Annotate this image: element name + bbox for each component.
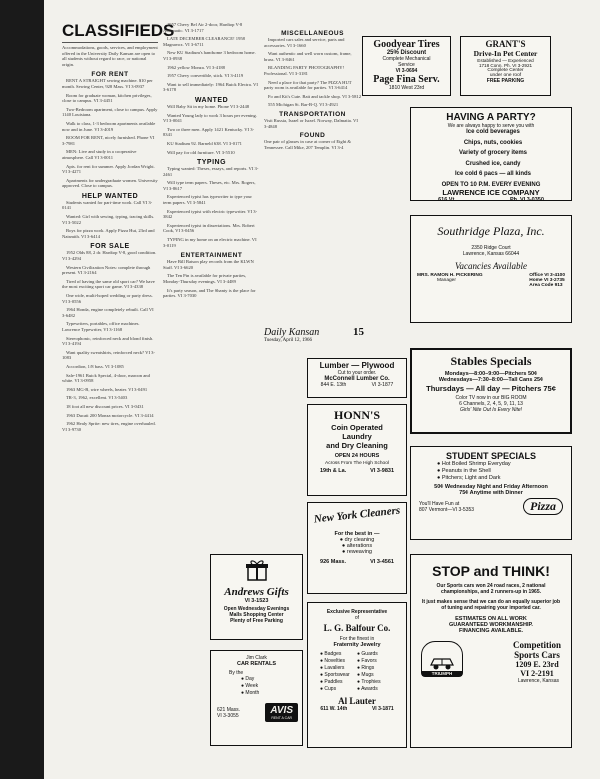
stables-line2: Wednesdays—7:30–8:00—Tall Cans 25¢ <box>438 377 544 383</box>
honns-line2: Laundry <box>342 432 372 441</box>
balfour-of: of <box>354 615 360 621</box>
avis-option: ● Day <box>241 676 255 682</box>
goodyear-line2: Complete Mechanical <box>382 56 431 62</box>
miscellaneous-column <box>264 30 361 150</box>
grants-established: Established — Experienced <box>477 58 534 63</box>
party-title: HAVING A PARTY? <box>446 112 536 123</box>
wanted-item: Will pay for old furniture. VI 3-5510 <box>167 149 235 155</box>
lumber-ad <box>307 358 407 398</box>
student-ad <box>410 446 572 540</box>
car-icon <box>429 653 455 671</box>
balfour-item: ● Novelties <box>320 658 345 664</box>
party-item: Chips, nuts, cookies <box>463 139 523 146</box>
lumber-phone: VI 3-1877 <box>371 382 394 388</box>
for-sale-item: Typewriters, portables, office machines. Lawrence Typewriter, VI 3-1168 <box>62 321 140 332</box>
balfour-item: ● Rings <box>357 665 375 671</box>
entertainment-item: It's party season, and The Shanty is the place for parties. VI 3-7030 <box>163 287 256 299</box>
grants-line1: Complete Center <box>487 68 524 73</box>
wanted-list <box>163 104 260 155</box>
party-item: Ice cold beverages <box>466 129 520 135</box>
help-wanted-item: Students wanted for part-time work. Call VI 3-0141 <box>62 199 153 211</box>
plaza-manager: MRS. RAMON H. PICKERING <box>417 273 483 278</box>
party-hours: OPEN TO 10 P.M. EVERY EVENING <box>441 181 541 188</box>
plaza-area-code: Area Code 913 <box>529 283 563 288</box>
balfour-exclusive: Exclusive Representative <box>326 609 388 615</box>
triumph-logo <box>421 641 463 677</box>
goodyear-ad <box>362 36 451 96</box>
avis-logo <box>265 703 298 722</box>
honns-line3: and Dry Cleaning <box>326 441 388 450</box>
for-rent-item: Room for graduate woman, kitchen privileges, close to campus. VI 3-4451 <box>62 92 152 104</box>
grants-ad <box>460 36 551 96</box>
kansan-masthead <box>264 326 364 343</box>
entertainment-item: Have Bill Batson play records from the KLWN Staff. VI 3-6620 <box>163 259 254 270</box>
honns-address: 19th & La. <box>319 468 347 474</box>
andrews-ad <box>210 554 303 640</box>
misc-item: BLANDING PARTY PHOTOGRAPHY! Professional. VI 3-3181 <box>264 65 345 76</box>
help-wanted-list <box>62 200 158 240</box>
honns-line1: Coin Operated <box>331 423 383 432</box>
stables-ad <box>410 348 572 434</box>
andrews-title: Andrews Gifts <box>224 586 289 598</box>
goodyear-discount: 25% Discount <box>386 50 427 56</box>
stop-city: Lawrence, Kansas <box>517 678 559 684</box>
cleaners-service-1-label: dry cleaning <box>344 537 375 543</box>
for-sale-item: Want quality sweatshirts, reinforced neck? VI 3-1083 <box>62 349 155 361</box>
for-sale-heading: FOR SALE <box>90 243 130 251</box>
for-rent-item: Apartments for undergraduate women. University approved. Close to campus. <box>62 177 158 189</box>
goodyear-title: Goodyear Tires <box>373 39 440 50</box>
for-rent-item: ROOM FOR RENT, nicely furnished. Phone VI 3-7981 <box>62 135 155 146</box>
stables-line6: Girls' Nite Out Is Every Nite! <box>459 407 523 413</box>
column-two <box>163 22 260 302</box>
misc-heading: MISCELLANEOUS <box>281 30 344 37</box>
misc-item: Want authentic and well worn custom, frame, brass. VI 3-8461 <box>264 51 352 62</box>
cleaners-service-3-label: reweaving <box>346 549 372 555</box>
typing-heading: TYPING <box>196 159 227 167</box>
stop-line1: ESTIMATES ON ALL WORK <box>455 616 527 622</box>
entertainment-heading: ENTERTAINMENT <box>180 252 243 260</box>
for-sale-item: Tired of having the same old sport car? We have the most exciting sport car game. VI 3-4338 <box>62 278 155 290</box>
lumber-company: McConnell Lumber Co. <box>324 376 390 382</box>
plaza-address: 2350 Ridge Court <box>471 245 511 251</box>
balfour-item: ● Paddles <box>320 679 343 685</box>
honns-location: Across From The High School <box>325 461 389 466</box>
cleaners-service-2: ● alterations <box>341 543 373 549</box>
southridge-ad <box>410 215 572 323</box>
avis-option: ● Month <box>241 690 260 696</box>
for-sale-item: Sale-1961 Buick Special, 4-door, maroon and white. VI 3-0958 <box>62 372 150 384</box>
stop-paragraph1: Our Sports cars won 24 road races, 2 national championships, and 2 runners-up in 1965. <box>436 583 546 595</box>
for-rent-heading: FOR RENT <box>91 71 129 79</box>
entertainment-list <box>163 259 260 299</box>
lumber-subtitle: Cut to your order. <box>337 370 377 376</box>
classifieds-title: CLASSIFIEDS <box>62 21 175 40</box>
for-sale-item: 1964 Honda, engine completely rebuilt. Call VI 3-6482 <box>62 307 154 318</box>
page-number: 15 <box>353 326 364 338</box>
cleaners-service-3: ● reweaving <box>342 549 372 555</box>
balfour-person: Al Lauter <box>338 696 376 706</box>
balfour-company: L. G. Balfour Co. <box>323 623 391 633</box>
stables-line5: 6 Channels, 2, 4, 5, 9, 11, 13 <box>459 401 523 407</box>
typing-item: Typing wanted: Theses, essays, and reports. VI 3-2461 <box>163 166 259 177</box>
balfour-ad <box>307 602 407 748</box>
for-sale-item: 18 foot all new discount prices. VI 3-0431 <box>66 403 144 409</box>
stables-line3: Thursdays — All day — Pitchers 75¢ <box>426 384 556 393</box>
balfour-item: ● Badges <box>320 651 342 657</box>
misc-list <box>264 37 361 108</box>
grants-address: 1718 Conn. Ph. VI 3-2921 <box>478 63 533 68</box>
plaza-title: Southridge Plaza, Inc. <box>437 224 545 238</box>
stop-think-ad <box>410 554 572 748</box>
goodyear-phone: VI 3-0694 <box>395 68 418 74</box>
stables-line1: Mondays—8:00–9:00—Pitchers 50¢ <box>444 371 538 377</box>
goodyear-line3: Service <box>398 62 415 68</box>
avis-title: CAR RENTALS <box>236 661 276 667</box>
stop-line3: FINANCING AVAILABLE. <box>458 628 524 634</box>
stop-line2: GUARANTEED WORKMANSHIP. <box>449 622 533 628</box>
col2-ad-item: 1962 yellow Monza. VI 3-4188 <box>167 64 225 70</box>
avis-options <box>211 676 302 697</box>
misc-item: Need a place for that party? The PIZZA HUT party room is available for parties. VI 3-6414 <box>264 79 352 91</box>
pizza-logo: Pizza <box>523 498 563 515</box>
for-sale-item: 1963 Ducati 200 Monza motorcycle. VI 3-4414 <box>66 412 154 418</box>
balfour-address: 611 W. 14th <box>320 706 348 712</box>
grants-subtitle: Drive-In Pet Center <box>473 49 538 58</box>
for-rent-list <box>62 78 158 189</box>
entertainment-item: The Ten Pin is available for private parties, Monday-Thursday evenings. VI 3-4489 <box>163 273 247 284</box>
newspaper-page <box>44 0 600 779</box>
honns-title: HONN'S <box>333 408 380 422</box>
wanted-item: Wanted Young lady to work 3 hours per evening. VI 3-0041 <box>163 112 257 124</box>
cleaners-address: 926 Mass. <box>320 559 347 565</box>
for-sale-list <box>62 250 158 432</box>
for-sale-item: 1962 Healy Sprite: new tires, engine overhauled. VI 3-9730 <box>62 421 156 432</box>
balfour-item: ● Guards <box>357 651 378 657</box>
plaza-vacancies: Vacancies Available <box>454 261 528 271</box>
party-ad <box>410 107 572 201</box>
avis-address: 621 Mass. <box>217 706 241 713</box>
misc-item: Imported cars sales and service, parts and accessories. VI 3-1660 <box>264 37 345 48</box>
balfour-item: ● Lavaliers <box>320 665 345 671</box>
classifieds-intro: Accommodations, goods, services, and employment offered in the University Daily Kansan are open to all students without regard to race, or national origin. <box>62 45 158 67</box>
help-wanted-item: Wanted: Girl with sewing, typing, tracing skills. VI 3-5022 <box>62 214 155 225</box>
col2-ads-list <box>163 22 260 93</box>
plaza-city: Lawrence, Kansas 66044 <box>462 251 520 257</box>
for-sale-item: TR-3, 1962, excellent. VI 3-5403 <box>66 395 128 401</box>
paper-name: Daily Kansan <box>264 327 320 338</box>
balfour-item: ● Awards <box>357 686 378 692</box>
wanted-item: Two or three men. Apply 1421 Kentucky. VI 3-8341 <box>163 126 255 138</box>
student-special-item: ● Pitchers; Light and Dark <box>437 475 501 481</box>
for-rent-item: Two-Bedroom apartment, close to campus. Apply 1140 Louisiana. <box>62 106 158 118</box>
wanted-item: Will Baby Sit in my home. Phone VI 3-2448 <box>167 103 250 109</box>
typing-item: Experienced typist with electric typewriter. VI 3-3842 <box>163 208 258 220</box>
help-wanted-heading: HELP WANTED <box>81 192 139 200</box>
balfour-finest: For the finest in <box>339 636 375 642</box>
stop-address: 1209 E. 23rd <box>515 660 559 669</box>
goodyear-station: Page Fina Serv. <box>373 74 440 85</box>
stop-title: STOP and THINK! <box>432 563 550 579</box>
cleaners-service-1: ● dry cleaning <box>339 537 375 543</box>
party-address: 616 Vt. <box>438 196 456 203</box>
misc-item: 555 Michigan St. Bar-B-Q. VI 3-4921 <box>268 102 339 108</box>
typing-item: Will type term papers. Theses, etc. Mrs. Rogers, VI 3-8617 <box>163 180 256 191</box>
party-phone: Ph. VI 3-0350 <box>509 196 544 203</box>
wanted-item: KU Stadium 92. Barneld 638. VI 3-0171 <box>167 140 242 146</box>
student-title: STUDENT SPECIALS <box>445 451 536 461</box>
andrews-line1: Open Wednesday Evenings <box>223 606 290 612</box>
honns-phone: VI 3-9831 <box>370 468 395 474</box>
plaza-manager-title: Manager <box>437 278 456 283</box>
help-wanted-item: Boys for pizza work. Apply Pizza Hut, 23rd and Naismith. VI 3-6414 <box>62 228 155 239</box>
stop-name2: Sports Cars <box>514 650 560 660</box>
student-line3: You'll Have Fun at <box>419 500 460 507</box>
avis-person: Jim Clark <box>246 655 267 661</box>
for-sale-item: Stereophonic, reinforced neck and blond finish. VI 3-4194 <box>62 335 154 347</box>
party-item: Ice cold 6 pacs — all kinds <box>454 171 532 177</box>
party-item: Variety of grocery items <box>458 150 528 156</box>
col2-ad-item: 1957 Chevy convertible, stick. VI 3-4119 <box>167 73 244 79</box>
honns-hours: OPEN 24 HOURS <box>334 453 380 459</box>
typing-item: TYPING in my home on an electric machine. VI 3-0119 <box>163 237 257 248</box>
cleaners-intro: For the best in — <box>334 531 380 537</box>
for-rent-item: RENT A STRAIGHT sewing machine. $10 per month. Sewing Center, 928 Mass. VI 3-0937 <box>62 78 153 89</box>
col2-ad-item: Want to sell immediately: 1964 Buick Electra. VI 3-6178 <box>163 81 258 93</box>
stables-title: Stables Specials <box>450 354 532 368</box>
for-sale-item: 1952 Olds 88, 2 dr. Hardtop V-8, good condition. VI 3-4294 <box>62 250 157 262</box>
cleaners-phone: VI 3-4561 <box>370 559 394 565</box>
for-rent-item: Apts. for rent for summer. Apply Jordan Wright. VI 3-4271 <box>62 163 155 175</box>
wanted-heading: WANTED <box>194 96 229 104</box>
col2-ad-item: LATE DECEMBER CLEARANCE! 1958 Magnavox. VI 3-6711 <box>163 36 245 47</box>
stop-paragraph2: It just makes sense that we can do an equally superior job of tuning and repairing your imported car. <box>421 599 561 611</box>
for-rent-item: Walk to class, 1-3 bedroom apartments available now and in June. VI 3-4019 <box>62 120 156 132</box>
for-sale-item: 1963 MG-B, wire wheels, heater. VI 3-0491 <box>66 386 148 392</box>
balfour-items <box>308 648 406 696</box>
goodyear-address: 1810 West 23rd <box>388 85 425 91</box>
for-sale-item: One wide, multi-hoped wedding or party dress. VI 3-0556 <box>62 293 153 304</box>
plaza-office-phone: Office VI 3-4100 <box>529 273 565 278</box>
found-text: One pair of glasses in case at corner of Eight & Tennessee. Call Mike, 207 Templin. VI 3-4 <box>264 139 351 150</box>
party-store: LAWRENCE ICE COMPANY <box>442 187 540 197</box>
student-special-item: ● Peanuts in the Shell <box>437 468 491 474</box>
avis-phone: VI 3-3055 <box>217 712 239 719</box>
avis-logo-sub: RENT A CAR <box>271 716 293 720</box>
honns-ad <box>307 404 407 496</box>
andrews-line3: Plenty of Free Parking <box>230 618 283 624</box>
plaza-home-phone: Home VI 3-2735 <box>529 278 565 283</box>
party-item: Crushed ice, candy <box>465 160 521 167</box>
transportation-heading: TRANSPORTATION <box>279 110 346 118</box>
found-heading: FOUND <box>299 132 326 140</box>
col2-ad-item: 1957 Chevy Bel Air 2-door, Hardtop V-8 Automatic. VI 3-1717 <box>163 22 243 33</box>
balfour-item: ● Sportswear <box>320 672 350 678</box>
balfour-item: ● Favors <box>357 658 377 664</box>
student-line2: 75¢ Anytime with Dinner <box>459 490 523 496</box>
balfour-item: ● Mugs <box>357 672 374 678</box>
party-items <box>411 129 571 179</box>
for-rent-item: MEN: Live and study in a cooperative atmosphere. Call VI 3-0011 <box>62 149 137 160</box>
avis-logo-text: AVIS <box>270 705 293 716</box>
cleaners-ad <box>307 502 407 594</box>
student-line1: 50¢ Wednesday Night and Friday Afternoon <box>434 484 548 490</box>
balfour-fraternity: Fraternity Jewelry <box>333 642 381 648</box>
avis-option: ● Week <box>241 683 259 689</box>
balfour-item: ● Cups <box>320 686 337 692</box>
issue-date: Tuesday, April 12, 1966 <box>264 338 312 343</box>
cleaners-service-2-label: alterations <box>346 543 373 549</box>
grants-line3: FREE PARKING <box>486 78 525 84</box>
andrews-line2: Malls Shopping Center <box>229 612 284 618</box>
for-sale-item: Western Civilization Notes: complete through present. VI 3-2164 <box>62 264 151 276</box>
student-phone: 807 Vermont—VI 3-5353 <box>419 506 475 513</box>
stop-name1: Competition <box>513 640 561 650</box>
misc-item: Fo and Kit's Cute. Bait and tackle shop. VI 3-5812 <box>268 93 361 99</box>
typing-item: Experienced typist has typewriter to type your term papers. VI 3-5841 <box>163 194 252 206</box>
for-sale-item: Accordion, 1/8 bass. VI 3-1085 <box>66 363 124 369</box>
lumber-title: Lumber — Plywood <box>319 361 395 370</box>
transportation-text: Visit Russia, Israel or Israel. Norway, Dalmatia. VI 3-4848 <box>264 117 358 129</box>
classifieds-column <box>62 21 175 435</box>
andrews-phone: VI 3-1523 <box>244 598 269 604</box>
gift-icon <box>245 559 269 581</box>
typing-list <box>163 166 260 248</box>
stop-phone: VI 2-2191 <box>520 669 554 678</box>
balfour-item: ● Trophies <box>357 679 381 685</box>
typing-item: Experienced typist in dissertations. Mrs. Robert Cook, VI 3-0456 <box>163 222 255 234</box>
cleaners-logo: New York Cleaners <box>313 504 401 526</box>
avis-by: By the <box>229 670 244 676</box>
party-intro: We are always happy to serve you with <box>447 123 535 129</box>
col2-ad-item: New KU Stadium's handsome 3 bedroom home. VI 3-0938 <box>163 50 256 61</box>
triumph-label: TRIUMPH <box>422 671 462 676</box>
grants-line2: under one roof <box>489 73 522 78</box>
lumber-address: 844 E. 13th <box>320 382 347 388</box>
grants-title: GRANT'S <box>485 39 526 49</box>
avis-ad <box>210 650 303 746</box>
student-special-item: ● Hot Boiled Shrimp Everyday <box>437 461 511 467</box>
stables-line4: Color TV now in our BIG ROOM <box>455 395 527 401</box>
balfour-phone: VI 3-1871 <box>371 706 394 712</box>
student-items <box>411 461 571 482</box>
